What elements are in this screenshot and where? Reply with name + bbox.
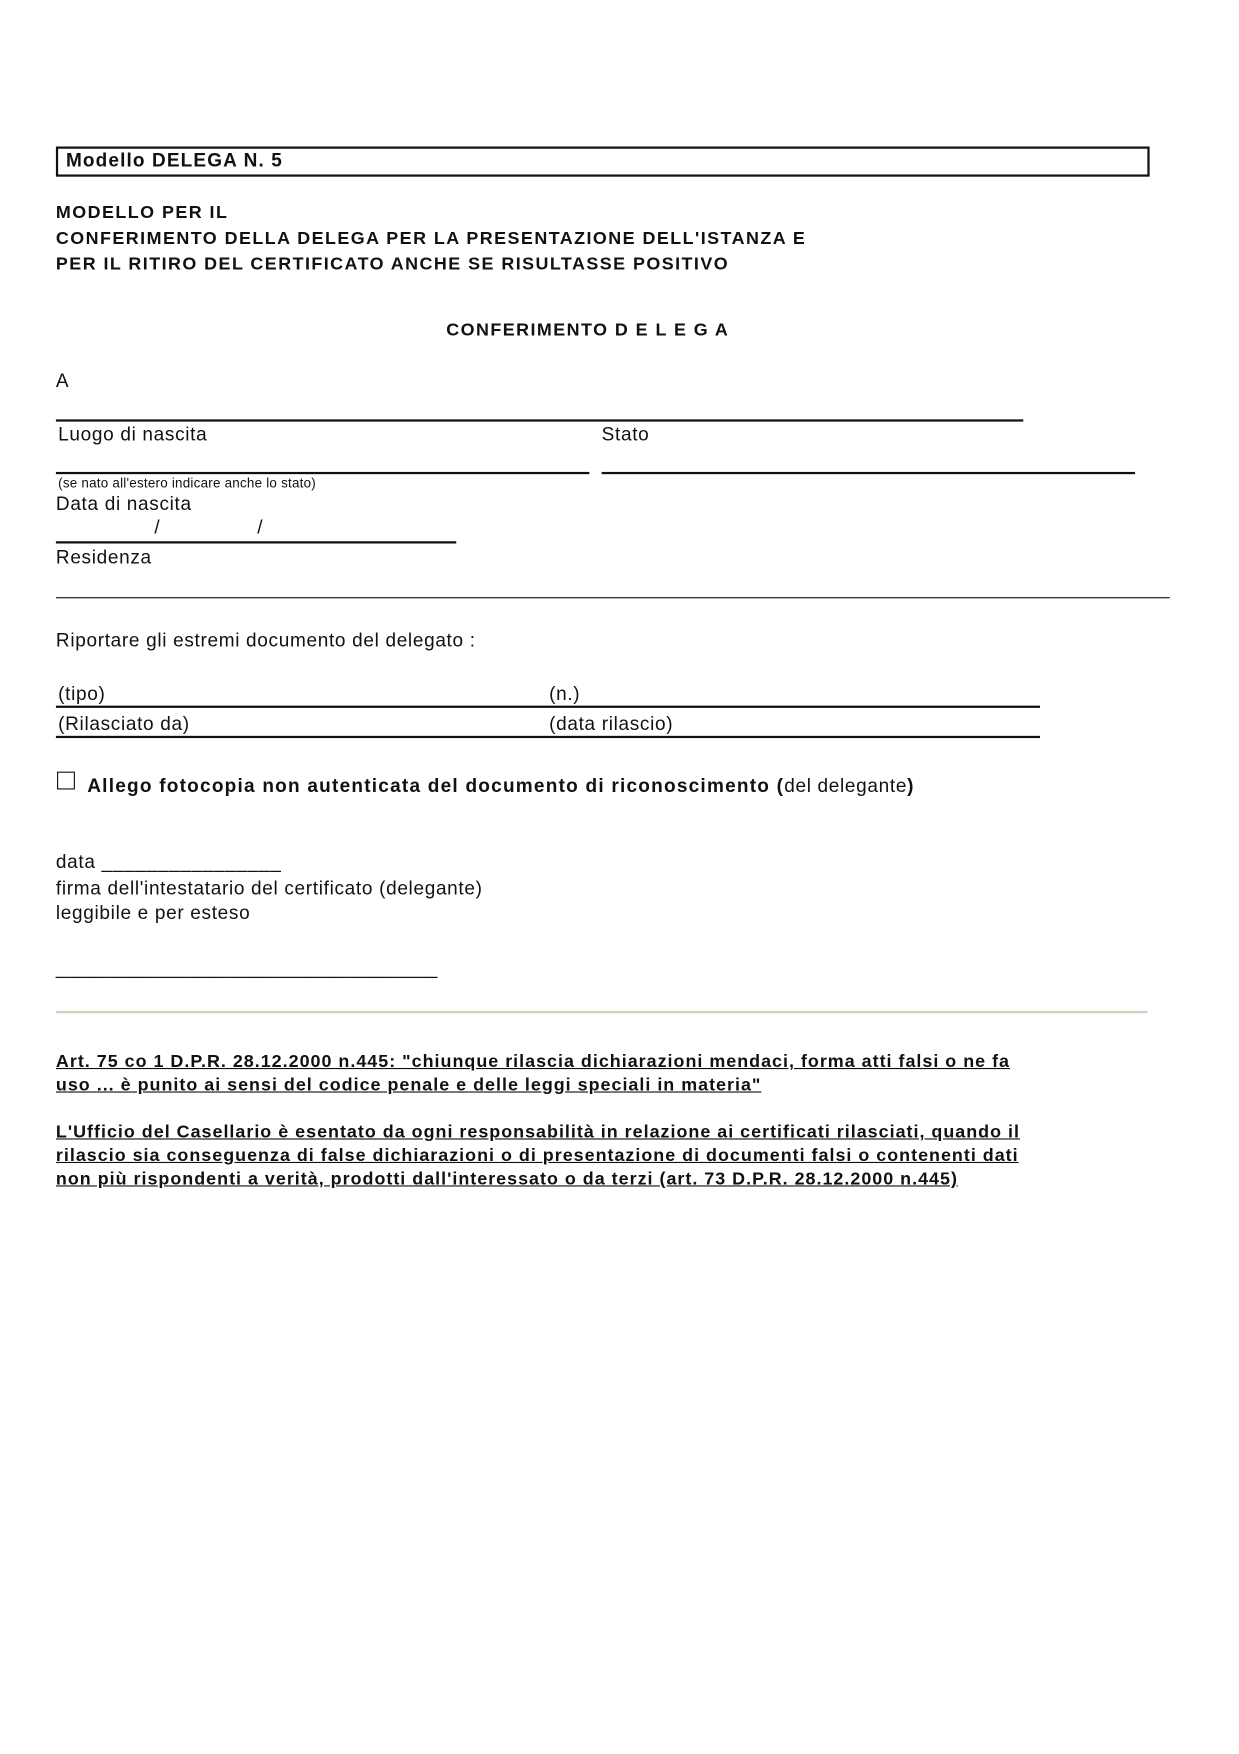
legal-note-2-line-3: non più rispondenti a verità, prodotti dall'interessato o da terzi (art. 73 D.P.R. 28.12.2000 n.445) (55, 1169, 958, 1189)
date-slash-2: / (257, 516, 264, 538)
issued-by-label: (Rilasciato da) (58, 713, 190, 735)
divider (56, 1011, 1147, 1013)
doc-type-label: (tipo) (58, 683, 106, 705)
attach-copy-label (87, 775, 914, 797)
legal-note-1-line-1: Art. 75 co 1 D.P.R. 28.12.2000 n.445: "chiunque rilascia dichiarazioni mendaci, forma atti falsi o ne fa (55, 1052, 1011, 1072)
date-field[interactable]: data ________________ (55, 851, 282, 873)
residence-line[interactable] (56, 597, 1170, 598)
signature-note: leggibile e per esteso (55, 902, 251, 924)
doc-number-label: (n.) (549, 683, 581, 705)
birthdate-label: Data di nascita (55, 493, 192, 515)
attach-copy-end: ) (907, 774, 915, 797)
title-line-2: CONFERIMENTO DELLA DELEGA PER LA PRESENTAZIONE DELL'ISTANZA E (55, 229, 807, 249)
name-line[interactable] (56, 419, 1023, 421)
issue-date-label: (data rilascio) (549, 713, 674, 735)
date-slash-1: / (154, 516, 161, 538)
title-line-1: MODELLO PER IL (55, 203, 229, 223)
abroad-note: (se nato all'estero indicare anche lo stato) (58, 475, 316, 491)
legal-note-1-line-2: uso ... è punito ai sensi del codice penale e delle leggi speciali in materia" (55, 1075, 762, 1095)
attach-copy-bold: Allego fotocopia non autenticata del documento di riconoscimento ( (87, 774, 785, 797)
signature-line[interactable]: ___________________________________ (55, 957, 438, 979)
state-label: Stato (601, 423, 650, 446)
attach-copy-checkbox[interactable] (57, 772, 75, 790)
title-line-3: PER IL RITIRO DEL CERTIFICATO ANCHE SE RISULTASSE POSITIVO (55, 254, 730, 274)
document-instructions: Riportare gli estremi documento del delegato : (55, 629, 476, 651)
state-line[interactable] (602, 472, 1135, 474)
birthplace-line[interactable] (56, 472, 589, 474)
birthdate-line[interactable] (56, 541, 456, 543)
section-title: CONFERIMENTO D E L E G A (446, 320, 730, 340)
doc-type-line[interactable] (56, 706, 1040, 708)
attach-copy-delegante: del delegante (784, 774, 908, 797)
recipient-label: A (55, 370, 70, 392)
model-number: Modello DELEGA N. 5 (65, 149, 283, 172)
residence-label: Residenza (55, 546, 152, 569)
signature-label: firma dell'intestatario del certificato (delegante) (55, 877, 483, 900)
issued-by-line[interactable] (56, 736, 1040, 738)
birthplace-label: Luogo di nascita (58, 423, 208, 446)
legal-note-2-line-2: rilascio sia conseguenza di false dichiarazioni o di presentazione di documenti falsi o contenenti dati (55, 1146, 1019, 1166)
legal-note-2-line-1: L'Ufficio del Casellario è esentato da ogni responsabilità in relazione ai certificati rilasciati, quando il (55, 1122, 1020, 1142)
